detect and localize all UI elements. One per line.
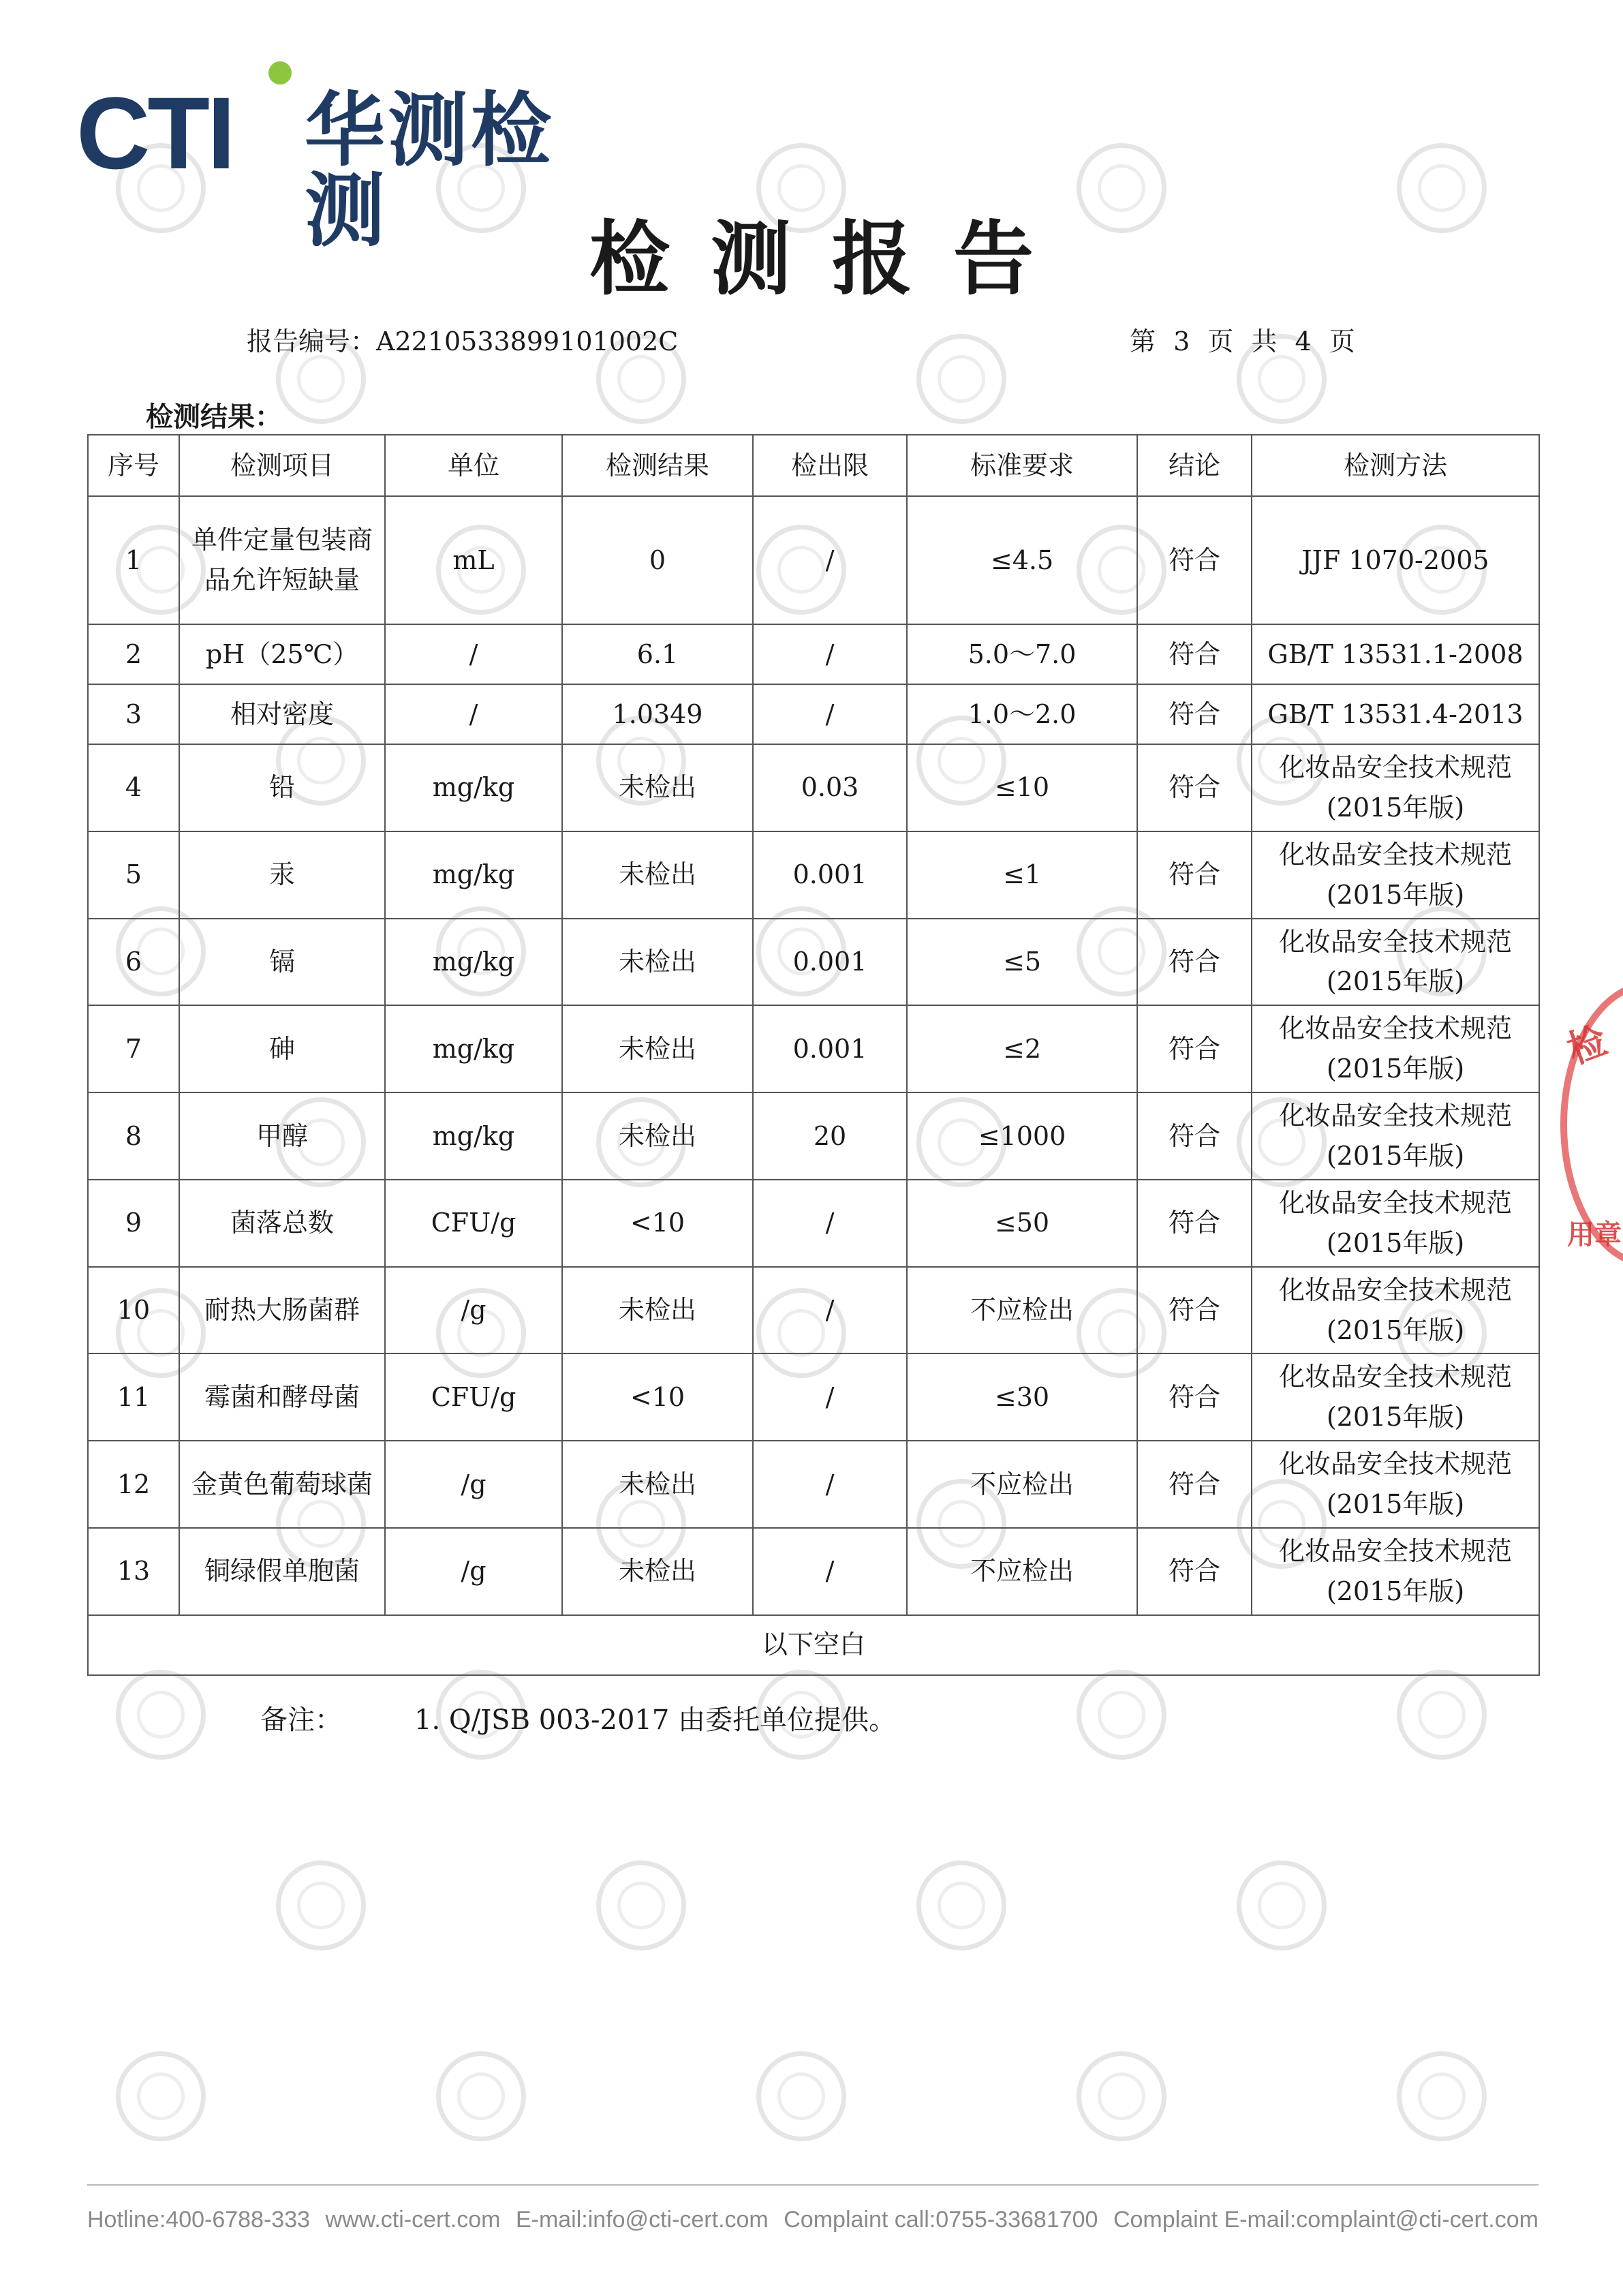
column-header: 检出限: [753, 435, 907, 496]
table-cell: 符合: [1137, 1441, 1252, 1528]
table-cell: 甲醇: [179, 1092, 385, 1180]
table-cell: 化妆品安全技术规范(2015年版): [1252, 1441, 1539, 1528]
table-row: [88, 1441, 1539, 1528]
table-cell: ≤4.5: [907, 496, 1137, 624]
table-cell: 符合: [1137, 1528, 1252, 1615]
table-cell: 5.0～7.0: [907, 624, 1137, 684]
table-cell: 1: [88, 496, 179, 624]
table-cell: 符合: [1137, 684, 1252, 744]
watermark-logo: [276, 1861, 366, 1950]
footer-hotline: Hotline:400-6788-333: [87, 2207, 311, 2233]
seal-text-top: 检: [1562, 1018, 1613, 1073]
logo-dot-icon: [268, 61, 292, 85]
company-logo: [76, 61, 608, 258]
table-cell: GB/T 13531.1-2008: [1252, 624, 1539, 684]
table-cell: /: [753, 1528, 907, 1615]
column-header: 序号: [88, 435, 179, 496]
table-cell: /: [385, 684, 562, 744]
table-cell: 9: [88, 1180, 179, 1267]
table-cell: 耐热大肠菌群: [179, 1267, 385, 1354]
table-cell: 未检出: [562, 919, 753, 1006]
table-cell: 13: [88, 1528, 179, 1615]
table-cell: 符合: [1137, 1180, 1252, 1267]
table-cell: 未检出: [562, 744, 753, 831]
table-cell: 3: [88, 684, 179, 744]
table-cell: 符合: [1137, 496, 1252, 624]
table-cell: 化妆品安全技术规范(2015年版): [1252, 919, 1539, 1006]
table-cell: ≤30: [907, 1353, 1137, 1441]
report-number: 报告编号：A2210533899101002C: [247, 326, 679, 356]
table-cell: mg/kg: [385, 831, 562, 919]
table-cell: ≤1000: [907, 1092, 1137, 1180]
watermark-logo: [756, 2051, 846, 2141]
column-header: 结论: [1137, 435, 1252, 496]
logo-brand-text: CTI: [76, 76, 233, 190]
table-cell: 未检出: [562, 831, 753, 919]
remark-text: 1. Q/JSB 003-2017 由委托单位提供。: [414, 1704, 897, 1736]
table-cell: 11: [88, 1353, 179, 1441]
table-cell: 化妆品安全技术规范(2015年版): [1252, 1092, 1539, 1180]
table-cell: 符合: [1137, 744, 1252, 831]
table-cell: 6: [88, 919, 179, 1006]
table-cell: 化妆品安全技术规范(2015年版): [1252, 1353, 1539, 1441]
watermark-logo: [916, 1861, 1006, 1950]
table-cell: 2: [88, 624, 179, 684]
table-cell: 未检出: [562, 1267, 753, 1354]
table-end-note: 以下空白: [88, 1615, 1539, 1675]
document-title: 检测报告: [589, 211, 1075, 306]
seal-text-bottom: 用章: [1567, 1219, 1622, 1251]
table-cell: 符合: [1137, 831, 1252, 919]
table-row: [88, 684, 1539, 744]
table-cell: pH（25℃）: [179, 624, 385, 684]
table-cell: ≤1: [907, 831, 1137, 919]
table-cell: /: [753, 1267, 907, 1354]
watermark-logo: [1397, 2051, 1487, 2141]
table-cell: /g: [385, 1528, 562, 1615]
table-cell: 铅: [179, 744, 385, 831]
table-cell: mg/kg: [385, 744, 562, 831]
table-cell: /: [753, 1353, 907, 1441]
column-header: 检测方法: [1252, 435, 1539, 496]
watermark-logo: [116, 1670, 206, 1760]
table-cell: /: [753, 1180, 907, 1267]
footer-complaint-call: Complaint call:0755-33681700: [784, 2207, 1098, 2233]
table-cell: ≤50: [907, 1180, 1137, 1267]
table-cell: 不应检出: [907, 1528, 1137, 1615]
table-cell: 霉菌和酵母菌: [179, 1353, 385, 1441]
table-cell: 0.001: [753, 1005, 907, 1092]
table-cell: ≤2: [907, 1005, 1137, 1092]
column-header: 标准要求: [907, 435, 1137, 496]
table-cell: 符合: [1137, 919, 1252, 1006]
table-cell: /: [753, 684, 907, 744]
table-cell: 6.1: [562, 624, 753, 684]
watermark-logo: [916, 334, 1006, 424]
table-cell: 12: [88, 1441, 179, 1528]
column-header: 检测结果: [562, 435, 753, 496]
table-row: [88, 744, 1539, 831]
table-cell: 0.03: [753, 744, 907, 831]
table-cell: 镉: [179, 919, 385, 1006]
table-cell: /: [385, 624, 562, 684]
table-row: [88, 1092, 1539, 1180]
footer-complaint-email: Complaint E-mail:complaint@cti-cert.com: [1113, 2207, 1539, 2233]
table-cell: 符合: [1137, 624, 1252, 684]
table-row: [88, 1267, 1539, 1354]
table-cell: 符合: [1137, 1353, 1252, 1441]
table-header-row: [88, 435, 1539, 496]
table-cell: 未检出: [562, 1441, 753, 1528]
table-cell: 汞: [179, 831, 385, 919]
table-cell: ≤5: [907, 919, 1137, 1006]
watermark-logo: [1237, 1861, 1327, 1950]
table-cell: 化妆品安全技术规范(2015年版): [1252, 1528, 1539, 1615]
table-cell: 化妆品安全技术规范(2015年版): [1252, 744, 1539, 831]
table-row: [88, 624, 1539, 684]
table-cell: 20: [753, 1092, 907, 1180]
table-row: [88, 1353, 1539, 1441]
logo-chinese-name: 华测检测: [305, 83, 555, 258]
watermark-logo: [1077, 1670, 1166, 1760]
footer-email: E-mail:info@cti-cert.com: [515, 2207, 769, 2233]
table-cell: ≤10: [907, 744, 1137, 831]
results-table: [87, 434, 1540, 1676]
table-cell: 未检出: [562, 1528, 753, 1615]
table-cell: 砷: [179, 1005, 385, 1092]
table-row: [88, 1528, 1539, 1615]
table-cell: mL: [385, 496, 562, 624]
table-cell: 符合: [1137, 1267, 1252, 1354]
footer-divider: [87, 2184, 1539, 2186]
table-cell: 1.0～2.0: [907, 684, 1137, 744]
column-header: 检测项目: [179, 435, 385, 496]
table-cell: mg/kg: [385, 919, 562, 1006]
column-header: 单位: [385, 435, 562, 496]
table-cell: <10: [562, 1180, 753, 1267]
table-cell: mg/kg: [385, 1092, 562, 1180]
table-cell: 未检出: [562, 1092, 753, 1180]
page-indicator: 第 3 页 共 4 页: [1130, 326, 1355, 356]
watermark-logo: [1397, 1670, 1487, 1760]
watermark-logo: [1077, 2051, 1166, 2141]
remark-label: 备注：: [260, 1704, 342, 1736]
section-title: 检测结果：: [146, 401, 282, 433]
table-cell: 1.0349: [562, 684, 753, 744]
table-cell: /g: [385, 1267, 562, 1354]
table-cell: CFU/g: [385, 1180, 562, 1267]
table-row: [88, 496, 1539, 624]
table-cell: /: [753, 1441, 907, 1528]
watermark-logo: [596, 1861, 686, 1950]
table-cell: 未检出: [562, 1005, 753, 1092]
table-cell: 菌落总数: [179, 1180, 385, 1267]
table-cell: /: [753, 496, 907, 624]
table-cell: JJF 1070-2005: [1252, 496, 1539, 624]
table-cell: 5: [88, 831, 179, 919]
table-cell: 化妆品安全技术规范(2015年版): [1252, 1005, 1539, 1092]
table-cell: 10: [88, 1267, 179, 1354]
table-row: [88, 919, 1539, 1006]
table-row: [88, 831, 1539, 919]
table-cell: 不应检出: [907, 1441, 1137, 1528]
footer-website: www.cti-cert.com: [325, 2207, 501, 2233]
table-cell: 0: [562, 496, 753, 624]
table-cell: 化妆品安全技术规范(2015年版): [1252, 1180, 1539, 1267]
table-cell: 符合: [1137, 1005, 1252, 1092]
table-cell: /g: [385, 1441, 562, 1528]
table-cell: 7: [88, 1005, 179, 1092]
table-cell: 相对密度: [179, 684, 385, 744]
table-cell: 8: [88, 1092, 179, 1180]
table-row: [88, 1005, 1539, 1092]
table-row: [88, 1180, 1539, 1267]
watermark-logo: [116, 2051, 206, 2141]
table-cell: 单件定量包装商品允许短缺量: [179, 496, 385, 624]
table-cell: 4: [88, 744, 179, 831]
table-cell: 0.001: [753, 831, 907, 919]
table-cell: CFU/g: [385, 1353, 562, 1441]
table-cell: 化妆品安全技术规范(2015年版): [1252, 831, 1539, 919]
table-cell: /: [753, 624, 907, 684]
table-cell: 0.001: [753, 919, 907, 1006]
table-cell: 金黄色葡萄球菌: [179, 1441, 385, 1528]
table-cell: 铜绿假单胞菌: [179, 1528, 385, 1615]
table-cell: GB/T 13531.4-2013: [1252, 684, 1539, 744]
table-cell: mg/kg: [385, 1005, 562, 1092]
footer: [87, 2207, 1539, 2233]
table-cell: <10: [562, 1353, 753, 1441]
table-end-row: [88, 1615, 1539, 1675]
table-cell: 化妆品安全技术规范(2015年版): [1252, 1267, 1539, 1354]
watermark-logo: [436, 2051, 526, 2141]
table-cell: 不应检出: [907, 1267, 1137, 1354]
table-cell: 符合: [1137, 1092, 1252, 1180]
